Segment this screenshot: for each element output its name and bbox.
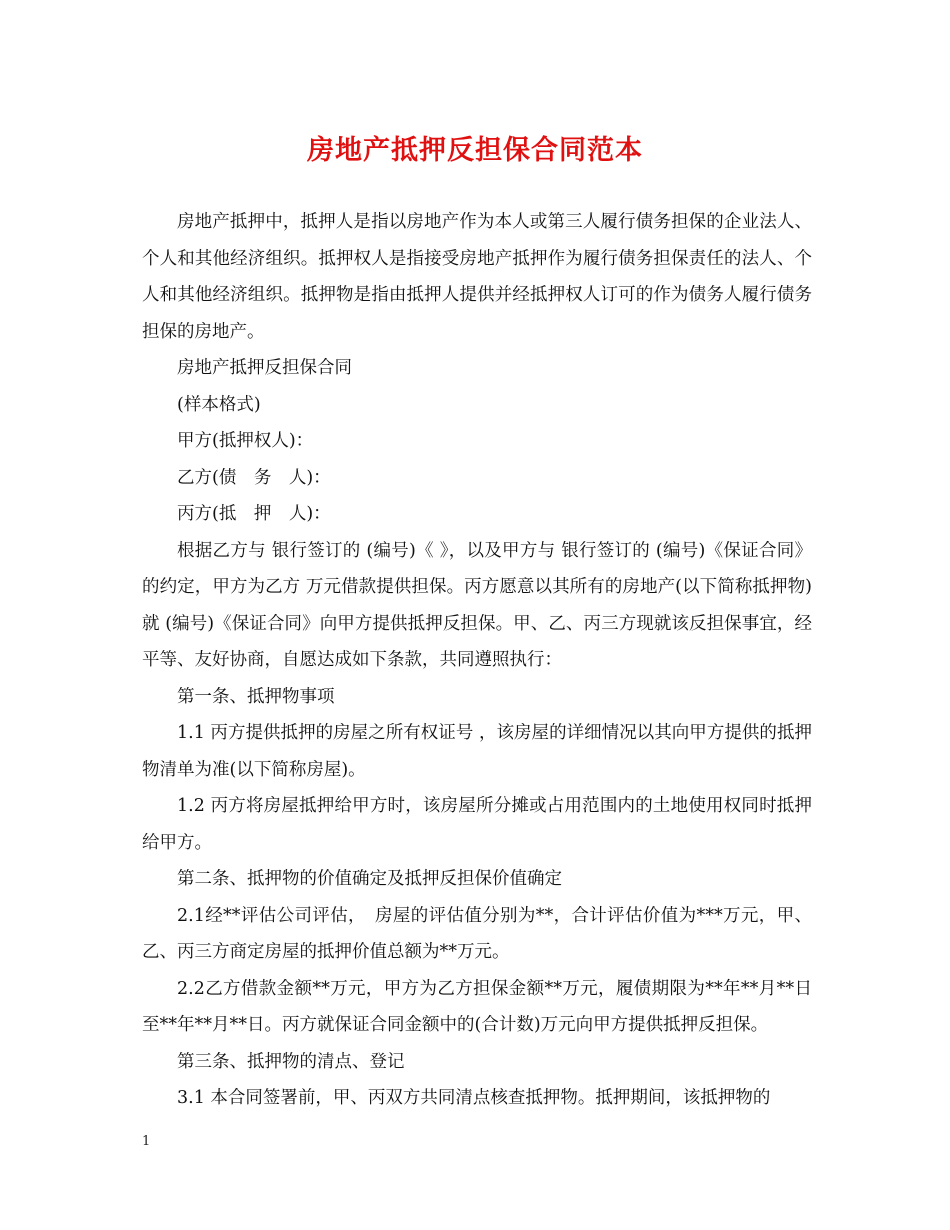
clause-1-2: 1.2 丙方将房屋抵押给甲方时，该房屋所分摊或占用范围内的土地使用权同时抵押给甲方。 bbox=[142, 796, 812, 853]
paragraph-sample-format: (样本格式) bbox=[177, 394, 261, 415]
clause-2-2: 2.2乙方借款金额**万元，甲方为乙方担保金额**万元，履债期限为**年**月**日至**年**月**日。丙方就保证合同金额中的(合计数)万元向甲方提供抵押反担保。 bbox=[142, 978, 812, 1035]
clause-2-1: 2.1经**评估公司评估， 房屋的评估值分别为**，合计评估价值为***万元，甲、乙、丙三方商定房屋的抵押价值总额为**万元。 bbox=[142, 905, 812, 962]
party-b-line: 乙方(债 务 人)： bbox=[177, 467, 331, 488]
paragraph-preamble: 根据乙方与 银行签订的 (编号)《 》，以及甲方与 银行签订的 (编号)《保证合同》的约定，甲方为乙方 万元借款提供担保。丙方愿意以其所有的房地产(以下简称抵押物)就 (编号)《保证合同》向甲方提供抵押反担保。甲、乙、丙三方现就该反担保事宜，经平等、友好协商，自愿达成如下条款，共同遵照执行： bbox=[142, 540, 812, 670]
clause-3-1: 3.1 本合同签署前，甲、丙双方共同清点核查抵押物。抵押期间，该抵押物的 bbox=[177, 1088, 771, 1108]
clause-1-1: 1.1 丙方提供抵押的房屋之所有权证号 ，该房屋的详细情况以其向甲方提供的抵押物清单为准(以下简称房屋)。 bbox=[142, 723, 812, 780]
paragraph-contract-name: 房地产抵押反担保合同 bbox=[177, 358, 352, 378]
article-2-heading: 第二条、抵押物的价值确定及抵押反担保价值确定 bbox=[177, 869, 562, 889]
article-1-heading: 第一条、抵押物事项 bbox=[177, 686, 335, 707]
party-c-line: 丙方(抵 押 人)： bbox=[177, 504, 331, 524]
document-body bbox=[142, 204, 812, 1117]
page-number: 1 bbox=[142, 1134, 151, 1149]
document-title: 房地产抵押反担保合同范本 bbox=[307, 135, 643, 166]
paragraph-intro: 房地产抵押中，抵押人是指以房地产作为本人或第三人履行债务担保的企业法人、个人和其他经济组织。抵押权人是指接受房地产抵押作为履行债务担保责任的法人、个人和其他经济组织。抵押物是指由抵押人提供并经抵押权人订可的作为债务人履行债务担保的房地产。 bbox=[142, 212, 812, 342]
party-a-line: 甲方(抵押权人)： bbox=[177, 431, 314, 451]
article-3-heading: 第三条、抵押物的清点、登记 bbox=[177, 1051, 405, 1072]
